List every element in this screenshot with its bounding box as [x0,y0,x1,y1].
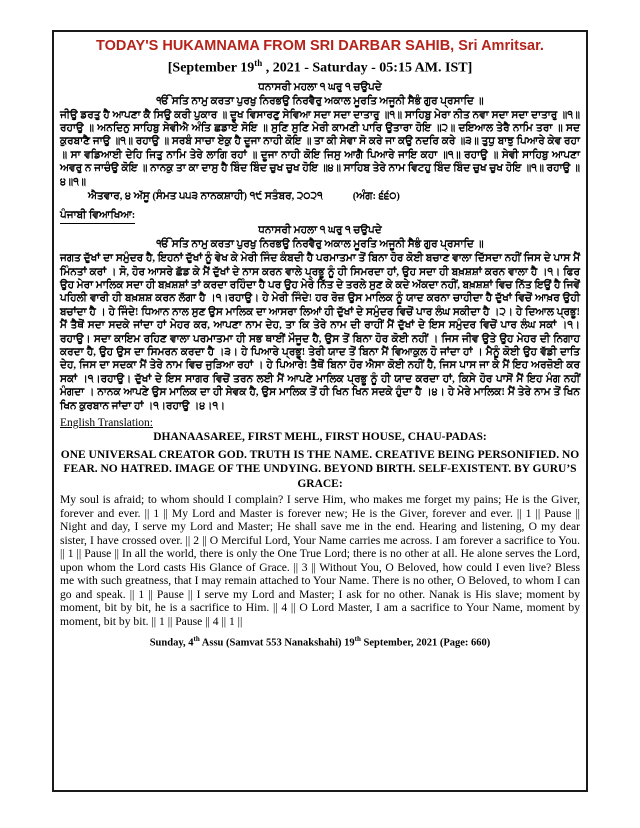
footer-date-line: Sunday, 4th Assu (Samvat 553 Nanakshahi) 19th September, 2021 (Page: 660) [149,635,491,649]
english-section-label: English Translation: [60,416,153,429]
page-title: TODAY'S HUKAMNAMA FROM SRI DARBAR SAHIB, Sri Amritsar. [96,38,544,54]
gurbani-text: ਜੀਉ ਡਰਤੁ ਹੈ ਆਪਣਾ ਕੈ ਸਿਉ ਕਰੀ ਪੁਕਾਰ ॥ ਦੂਖ ਵਿਸਾਰਣੁ ਸੇਵਿਆ ਸਦਾ ਸਦਾ ਦਾਤਾਰੁ ॥੧॥ ਸਾਹਿਬੁ ਮੇਰਾ ਨੀਤ ਨਵਾ ਸਦਾ ਸਦਾ ਦਾਤਾਰੁ ॥੧॥ ਰਹਾਉ ॥ ਅਨਦਿਨੁ ਸਾਹਿਬੁ ਸੇਵੀਐ ਅੰਤਿ ਛਡਾਏ ਸੋਇ ॥ ਸੁਣਿ ਸੁਣਿ ਮੇਰੀ ਕਾਮਣੀ ਪਾਰਿ ਉਤਾਰਾ ਹੋਇ ॥੨॥ ਦਇਆਲ ਤੇਰੈ ਨਾਮਿ ਤਰਾ ॥ ਸਦ ਕੁਰਬਾਣੈ ਜਾਉ ॥੧॥ ਰਹਾਉ ॥ ਸਰਬੰ ਸਾਚਾ ਏਕੁ ਹੈ ਦੂਜਾ ਨਾਹੀ ਕੋਇ ॥ ਤਾ ਕੀ ਸੇਵਾ ਸੋ ਕਰੇ ਜਾ ਕਉ ਨਦਰਿ ਕਰੇ ॥੩॥ ਤੁਧੁ ਬਾਝੁ ਪਿਆਰੇ ਕੇਵ ਰਹਾ ॥ ਸਾ ਵਡਿਆਈ ਦੇਹਿ ਜਿਤੁ ਨਾਮਿ ਤੇਰੇ ਲਾਗਿ ਰਹਾਂ ॥ ਦੂਜਾ ਨਾਹੀ ਕੋਇ ਜਿਸੁ ਆਗੈ ਪਿਆਰੇ ਜਾਇ ਕਹਾ ॥੧॥ ਰਹਾਉ ॥ ਸੇਵੀ ਸਾਹਿਬੁ ਆਪਣਾ ਅਵਰੁ ਨ ਜਾਚੰਉ ਕੋਇ ॥ ਨਾਨਕੁ ਤਾ ਕਾ ਦਾਸੁ ਹੈ ਬਿੰਦ ਬਿੰਦ ਚੁਖ ਚੁਖ ਹੋਇ ॥੪॥ ਸਾਹਿਬ ਤੇਰੇ ਨਾਮ ਵਿਟਹੁ ਬਿੰਦ ਬਿੰਦ ਚੁਖ ਚੁਖ ਹੋਇ ॥੧॥ ਰਹਾਉ ॥੪॥੧॥ [60,109,580,188]
punjabi-explanation: ਜਗਤ ਦੁੱਖਾਂ ਦਾ ਸਮੁੰਦਰ ਹੈ, ਇਹਨਾਂ ਦੁੱਖਾਂ ਨੂੰ ਵੇਖ ਕੇ ਮੇਰੀ ਜਿੰਦ ਕੰਬਦੀ ਹੈ ਪਰਮਾਤਮਾ ਤੋਂ ਬਿਨਾ ਹੋਰ ਕੋਈ ਬਚਾਣ ਵਾਲਾ ਦਿੱਸਦਾ ਨਹੀਂ ਜਿਸ ਦੇ ਪਾਸ ਮੈਂ ਮਿੰਨਤਾਂ ਕਰਾਂ । ਸੋ, ਹੋਰ ਆਸਰੇ ਛੱਡ ਕੇ ਮੈਂ ਦੁੱਖਾਂ ਦੇ ਨਾਸ ਕਰਨ ਵਾਲੇ ਪ੍ਰਭੂ ਨੂੰ ਹੀ ਸਿਮਰਦਾ ਹਾਂ, ਉਹ ਸਦਾ ਹੀ ਬਖ਼ਸ਼ਸ਼ਾਂ ਕਰਨ ਵਾਲਾ ਹੈ ।੧। ਫਿਰ ਉਹ ਮੇਰਾ ਮਾਲਿਕ ਸਦਾ ਹੀ ਬਖ਼ਸ਼ਸ਼ਾਂ ਤਾਂ ਕਰਦਾ ਰਹਿੰਦਾ ਹੈ ਪਰ ਉਹ ਮੇਰੇ ਨਿੱਤ ਦੇ ਤਰਲੇ ਸੁਣ ਕੇ ਕਦੇ ਅੱਕਦਾ ਨਹੀਂ, ਬਖ਼ਸ਼ਸ਼ਾਂ ਵਿਚ ਨਿੱਤ ਇਉਂ ਹੈ ਜਿਵੇਂ ਪਹਿਲੀ ਵਾਰੀ ਹੀ ਬਖ਼ਸ਼ਸ਼ ਕਰਨ ਲੱਗਾ ਹੈ ।੧।ਰਹਾਉ। ਹੇ ਮੇਰੀ ਜਿੰਦੇ! ਹਰ ਰੋਜ਼ ਉਸ ਮਾਲਿਕ ਨੂੰ ਯਾਦ ਕਰਨਾ ਚਾਹੀਦਾ ਹੈ ਦੁੱਖਾਂ ਵਿਚੋਂ ਆਖ਼ਰ ਉਹੀ ਬਚਾਂਦਾ ਹੈ । ਹੇ ਜਿੰਦੇ! ਧਿਆਨ ਨਾਲ ਸੁਣ ਉਸ ਮਾਲਿਕ ਦਾ ਆਸਰਾ ਲਿਆਂ ਹੀ ਦੁੱਖਾਂ ਦੇ ਸਮੁੰਦਰ ਵਿਚੋਂ ਪਾਰ ਲੰਘ ਸਕੀਦਾ ਹੈ ।੨। ਹੇ ਦਿਆਲ ਪ੍ਰਭੂ! ਮੈਂ ਤੈਥੋਂ ਸਦਾ ਸਦਕੇ ਜਾਂਦਾ ਹਾਂ ਮੇਹਰ ਕਰ, ਆਪਣਾ ਨਾਮ ਦੇਹ, ਤਾ ਕਿ ਤੇਰੇ ਨਾਮ ਦੀ ਰਾਹੀਂ ਮੈਂ ਦੁੱਖਾਂ ਦੇ ਇਸ ਸਮੁੰਦਰ ਵਿਚੋਂ ਪਾਰ ਲੰਘ ਸਕਾਂ ।੧।ਰਹਾਉ। ਸਦਾ ਕਾਇਮ ਰਹਿਣ ਵਾਲਾ ਪਰਮਾਤਮਾ ਹੀ ਸਭ ਥਾਈਂ ਮੌਜੂਦ ਹੈ, ਉਸ ਤੋਂ ਬਿਨਾ ਹੋਰ ਕੋਈ ਨਹੀਂ । ਜਿਸ ਜੀਵ ਉਤੇ ਉਹ ਮੇਹਰ ਦੀ ਨਿਗਾਹ ਕਰਦਾ ਹੈ, ਉਹ ਉਸ ਦਾ ਸਿਮਰਨ ਕਰਦਾ ਹੈ ।੩। ਹੇ ਪਿਆਰੇ ਪ੍ਰਭੂ! ਤੇਰੀ ਯਾਦ ਤੋਂ ਬਿਨਾ ਮੈਂ ਵਿਆਕੁਲ ਹੋ ਜਾਂਦਾ ਹਾਂ । ਮੈਨੂੰ ਕੋਈ ਉਹ ਵੱਡੀ ਦਾਤਿ ਦੇਹ, ਜਿਸ ਦਾ ਸਦਕਾ ਮੈਂ ਤੇਰੇ ਨਾਮ ਵਿਚ ਜੁੜਿਆ ਰਹਾਂ । ਹੇ ਪਿਆਰੇ! ਤੈਥੋਂ ਬਿਨਾ ਹੋਰ ਐਸਾ ਕੋਈ ਨਹੀਂ ਹੈ, ਜਿਸ ਪਾਸ ਜਾ ਕੇ ਮੈਂ ਇਹ ਅਰਜ਼ੋਈ ਕਰ ਸਕਾਂ ।੧।ਰਹਾਉ। ਦੁੱਖਾਂ ਦੇ ਇਸ ਸਾਗਰ ਵਿਚੋਂ ਤਰਨ ਲਈ ਮੈਂ ਆਪਣੇ ਮਾਲਿਕ ਪ੍ਰਭੂ ਨੂੰ ਹੀ ਯਾਦ ਕਰਦਾ ਹਾਂ, ਕਿਸੇ ਹੋਰ ਪਾਸੋਂ ਮੈਂ ਇਹ ਮੰਗ ਨਹੀਂ ਮੰਗਦਾ । ਨਾਨਕ ਆਪਣੇ ਉਸ ਮਾਲਿਕ ਦਾ ਹੀ ਸੇਵਕ ਹੈ, ਉਸ ਮਾਲਿਕ ਤੋਂ ਹੀ ਖਿਨ ਖਿਨ ਸਦਕੇ ਹੁੰਦਾ ਹੈ ।੪। ਹੇ ਮੇਰੇ ਮਾਲਿਕ! ਮੈਂ ਤੇਰੇ ਨਾਮ ਤੋਂ ਖਿਨ ਖਿਨ ਕੁਰਬਾਨ ਜਾਂਦਾ ਹਾਂ ।੧।ਰਹਾਉ ।੪।੧। [60,253,580,412]
english-translation: My soul is afraid; to whom should I complain? I serve Him, who makes me forget my pains; He is the Giver, forever and ever. || 1 || My Lord and Master is forever new; He is the Giver, forever and ever. || 1 || Pause || Night and day, I serve my Lord and Master; He shall save me in the end. Hearing and listening, O my dear sister, I have crossed over. || 2 || O Merciful Lord, Your Name carries me across. I am forever a sacrifice to You. || 1 || Pause || In all the world, there is only the One True Lord; there is no other at all. He alone serves the Lord, upon whom the Lord casts His Glance of Grace. || 3 || Without You, O Beloved, how could I even live? Bless me with such greatness, that I may remain attached to Your Name. There is no other, O Beloved, to whom I can go and speak. || 1 || Pause || I serve my Lord and Master; I ask for no other. Nanak is His slave; moment by moment, bit by bit, he is a sacrifice to Him. || 4 || O Lord Master, I am a sacrifice to Your Name, moment by moment, bit by bit. || 1 || Pause || 4 || 1 || [60,493,580,628]
gurbani-raag-line: ਧਨਾਸਰੀ ਮਹਲਾ ੧ ਘਰੁ ੧ ਚਉਪਦੇ [258,81,382,93]
punjabi-section-label: ਪੰਜਾਬੀ ਵਿਆਖਿਆ: [60,209,135,224]
gurbani-mool-mantar: ੴ ਸਤਿ ਨਾਮੁ ਕਰਤਾ ਪੁਰਖੁ ਨਿਰਭਉ ਨਿਰਵੈਰੁ ਅਕਾਲ ਮੂਰਤਿ ਅਜੂਨੀ ਸੈਭੰ ਗੁਰ ਪ੍ਰਸਾਦਿ ॥ [156,95,484,107]
ang-number: (ਅੰਗ: ੬੬੦) [352,191,400,203]
english-mool-mantar: ONE UNIVERSAL CREATOR GOD. TRUTH IS THE NAME. CREATIVE BEING PERSONIFIED. NO FEAR. NO HATRED. IMAGE OF THE UNDYING. BEYOND BIRTH. SELF-EXISTENT. BY GURU’S GRACE: [60,448,580,490]
punjabi-mool-mantar: ੴ ਸਤਿ ਨਾਮੁ ਕਰਤਾ ਪੁਰਖੁ ਨਿਰਭਉ ਨਿਰਵੈਰੁ ਅਕਾਲ ਮੂਰਤਿ ਅਜੂਨੀ ਸੈਭੰ ਗੁਰ ਪ੍ਰਸਾਦਿ ॥ [156,239,484,251]
punjabi-raag-line: ਧਨਾਸਰੀ ਮਹਲਾ ੧ ਘਰੁ ੧ ਚਉਪਦੇ [258,225,382,237]
gurbani-date-line: ਐਤਵਾਰ, ੪ ਅੱਸੂ (ਸੰਮਤ ੫੫੩ ਨਾਨਕਸ਼ਾਹੀ) ੧੯ ਸਤੰਬਰ, ੨੦੨੧ (ਅੰਗ: ੬੬੦) [88,191,400,203]
english-heading: DHANAASAREE, FIRST MEHL, FIRST HOUSE, CHAU-PADAS: [153,430,487,443]
hukamnama-document [52,30,588,792]
date-time-line: [September 19th , 2021 - Saturday - 05:15 AM. IST] [167,58,473,76]
